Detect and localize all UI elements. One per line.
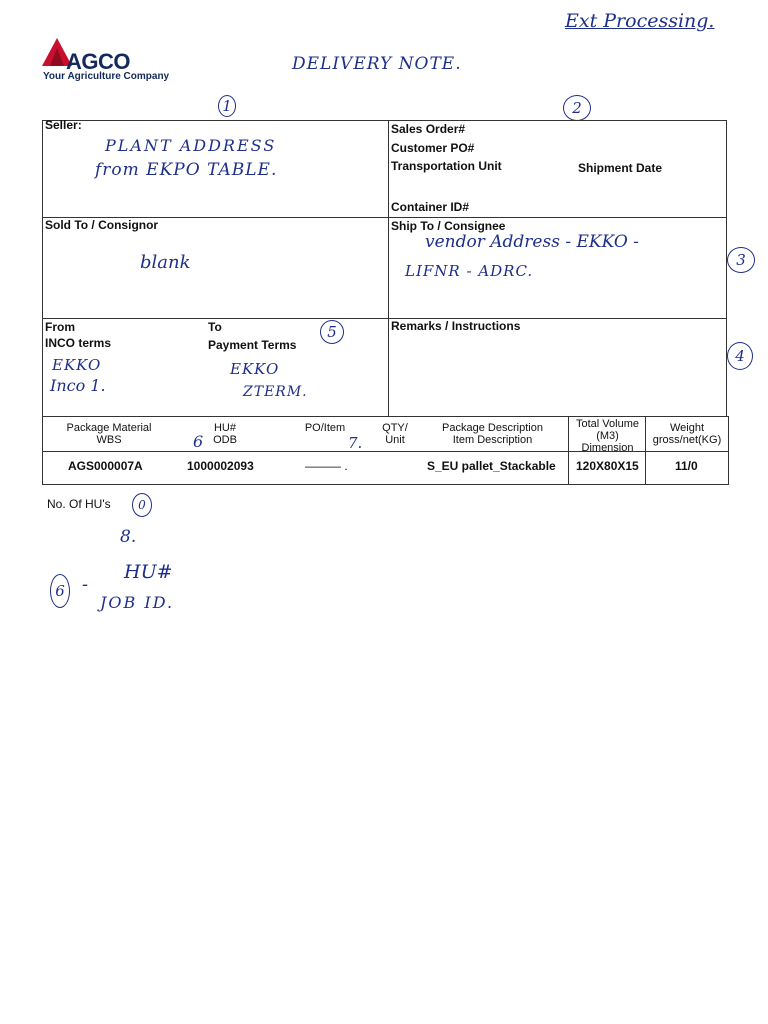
- inco-terms-label: INCO terms: [45, 336, 112, 350]
- payment-terms-label: Payment Terms: [208, 338, 297, 352]
- form-right-border: [726, 121, 727, 417]
- header-po-item: PO/Item: [304, 422, 346, 434]
- table-divider-weight: [645, 416, 646, 485]
- ship-to-note-line1: vendor Address - EKKO -: [425, 232, 639, 252]
- table-right-border: [728, 416, 729, 485]
- to-label: To: [208, 320, 222, 334]
- form-left-border: [42, 120, 43, 417]
- marker-5: 5: [320, 320, 344, 344]
- marker-7: 7.: [348, 434, 363, 452]
- marker-4: 4: [727, 342, 753, 370]
- container-id-label: Container ID#: [391, 200, 470, 214]
- marker-6-header: 6: [193, 432, 204, 451]
- logo-wordmark: AGCO: [66, 49, 130, 74]
- shipment-date-label: Shipment Date: [578, 161, 663, 175]
- ship-to-note-line2: LIFNR - ADRC.: [405, 262, 534, 280]
- payment-note-line1: EKKO: [230, 360, 280, 378]
- no-of-hus-label: No. Of HU's: [47, 497, 111, 511]
- header-package-material: Package Material WBS: [66, 422, 152, 446]
- marker-0: 0: [132, 493, 152, 517]
- customer-po-label: Customer PO#: [391, 141, 475, 155]
- document-title: DELIVERY NOTE.: [292, 54, 462, 74]
- cell-hu: 1000002093: [187, 459, 254, 473]
- table-top-border: [42, 416, 729, 417]
- transport-unit-label: Transportation Unit: [391, 159, 502, 173]
- inco-note-line2: Inco 1.: [50, 376, 106, 395]
- cell-description: S_EU pallet_Stackable: [427, 459, 556, 473]
- payment-note-line2: ZTERM.: [243, 384, 308, 400]
- form-row-divider-2: [42, 318, 727, 319]
- seller-label: Seller:: [45, 118, 82, 132]
- marker-2: 2: [563, 95, 591, 121]
- cell-package-material: AGS000007A: [68, 459, 143, 473]
- sales-order-label: Sales Order#: [391, 122, 466, 136]
- header-total-volume: Total Volume (M3) Dimension: [576, 418, 639, 451]
- note-line1: HU#: [124, 561, 173, 583]
- header-qty-unit: QTY/ Unit: [382, 422, 408, 446]
- table-left-border: [42, 416, 43, 485]
- table-header-divider: [42, 451, 729, 452]
- seller-note-line2: from EKPO TABLE.: [95, 160, 278, 180]
- inco-note-line1: EKKO: [52, 356, 102, 374]
- header-package-description: Package Description Item Description: [442, 422, 543, 446]
- hu-count-note: 8.: [120, 527, 137, 547]
- note-dash: -: [82, 574, 89, 595]
- header-hu: HU# ODB: [213, 422, 237, 446]
- sold-to-note: blank: [140, 252, 191, 273]
- header-weight: Weight gross/net(KG): [652, 422, 722, 446]
- cell-weight: 11/0: [675, 459, 698, 473]
- cell-po-item: ——— .: [305, 459, 348, 473]
- table-divider-dimension: [568, 416, 569, 485]
- marker-3: 3: [727, 247, 755, 273]
- marker-1: 1: [218, 95, 236, 117]
- ship-to-label: Ship To / Consignee: [391, 219, 506, 233]
- note-line2: JOB ID.: [100, 593, 175, 612]
- top-right-note: Ext Processing.: [565, 10, 715, 32]
- from-label: From: [45, 320, 75, 334]
- form-center-divider: [388, 120, 389, 417]
- cell-dimension: 120X80X15: [576, 459, 639, 473]
- form-top-border: [42, 120, 727, 121]
- marker-6-note: 6: [50, 574, 70, 608]
- table-bottom-border: [42, 484, 729, 485]
- seller-note-line1: PLANT ADDRESS: [105, 136, 277, 155]
- logo-tagline: Your Agriculture Company: [43, 71, 170, 82]
- sold-to-label: Sold To / Consignor: [45, 218, 159, 232]
- remarks-label: Remarks / Instructions: [391, 319, 521, 333]
